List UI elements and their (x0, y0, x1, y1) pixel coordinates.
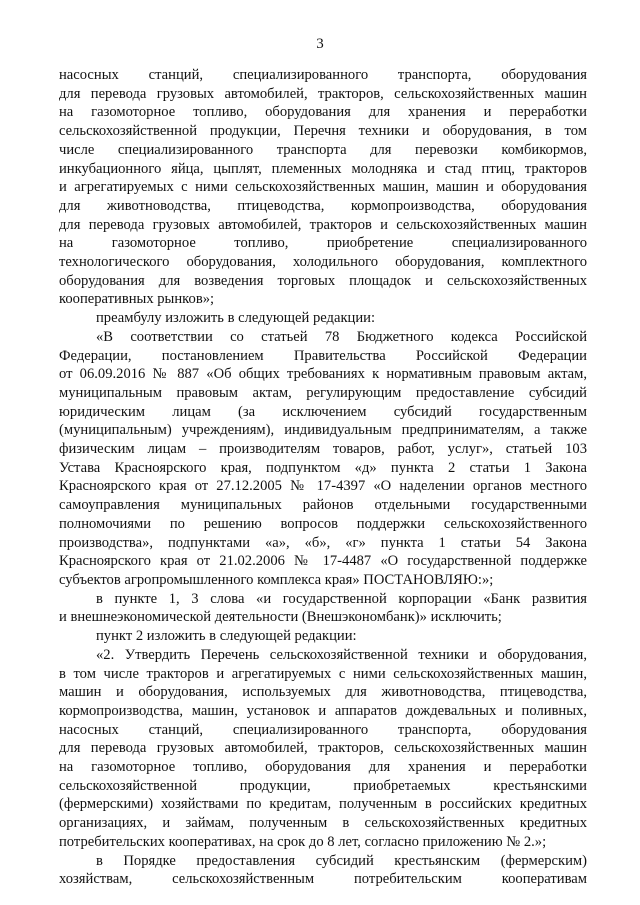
text-line: производства», подпунктами «а», «б», «г» пункта 1 статьи 54 Закона (59, 534, 587, 551)
text-line: в пункте 1, 3 слова «и государственной корпорации «Банк развития (96, 590, 587, 607)
text-line: насосных станций, специализированного транспорта, оборудования (59, 67, 587, 83)
text-line: физическим лицам – производителям товаров, работ, услуг», статьей 103 (59, 441, 587, 458)
text-line: (муниципальным) учреждениям), индивидуальным предпринимателям, а также (59, 422, 587, 439)
page-number: 3 (316, 36, 324, 52)
text-line: оборудования для возведения торговых площадок и сельскохозяйственных (59, 272, 587, 289)
text-line: кооперативных рынков»; (59, 291, 215, 308)
text-line: для перевода грузовых автомобилей, тракторов, сельскохозяйственных машин (59, 740, 587, 757)
text-line: «2. Утвердить Перечень сельскохозяйственной техники и оборудования, (96, 646, 587, 663)
text-line: хозяйствам, сельскохозяйственным потребительским кооперативам (59, 871, 587, 888)
text-line: в том числе тракторов и агрегатируемых с ними сельскохозяйственных машин, (59, 665, 587, 682)
text-line: кормопроизводства, машин, установок и аппаратов дождевальных и поливных, (59, 702, 587, 719)
text-line: в Порядке предоставления субсидий крестьянским (фермерским) (96, 852, 587, 869)
text-line: «В соответствии со статьей 78 Бюджетного кодекса Российской (96, 328, 587, 345)
text-line: Красноярского края от 27.12.2005 № 17-4397 «О наделении органов местного (59, 478, 587, 495)
text-line: преамбулу изложить в следующей редакции: (96, 310, 376, 327)
text-line: на газомоторное топливо, оборудования для хранения и переработки (59, 759, 587, 776)
text-line: юридическим лицам (за исключением субсидий государственным (59, 403, 587, 420)
text-line: Красноярского края от 21.02.2006 № 17-4487 «О государственной поддержке (59, 553, 587, 570)
text-line: потребительских кооперативах, на срок до 8 лет, согласно приложению № 2.»; (59, 833, 547, 850)
text-line: организациях, и займам, полученным в сельскохозяйственных кредитных (59, 815, 587, 832)
text-line: насосных станций, специализированного транспорта, оборудования (59, 721, 587, 738)
text-line: для животноводства, птицеводства, кормопроизводства, оборудования (59, 197, 587, 214)
text-line: сельскохозяйственной продукции, приобретаемых крестьянскими (59, 777, 587, 794)
text-line: для перевода грузовых автомобилей, тракторов и сельскохозяйственных машин (59, 216, 587, 233)
text-line: технологического оборудования, холодильного оборудования, комплектного (59, 254, 587, 271)
text-line: и внешнеэкономической деятельности (Внешэкономбанк)» исключить; (59, 609, 502, 626)
text-line: для перевода грузовых автомобилей, тракторов, сельскохозяйственных машин (59, 85, 587, 102)
text-line: числе специализированного транспорта для перевозки комбикормов, (59, 141, 587, 158)
text-line: Устава Красноярского края, подпунктом «д» пункта 2 статьи 1 Закона (59, 459, 587, 476)
text-line: от 06.09.2016 № 887 «Об общих требованиях к нормативным правовым актам, (59, 366, 587, 383)
text-line: на газомоторное топливо, приобретение специализированного (59, 235, 587, 252)
text-line: самоуправления муниципальных районов отдельными государственными (59, 497, 587, 514)
text-line: инкубационного яйца, цыплят, племенных молодняка и стад птиц, тракторов (59, 160, 587, 177)
text-line: (фермерскими) хозяйствами по кредитам, полученным в российских кредитных (59, 796, 587, 813)
text-line: полномочиями по решению вопросов поддержки сельскохозяйственного (59, 515, 587, 532)
text-line: и агрегатируемых с ними сельскохозяйственных машин, машин и оборудования (59, 179, 587, 196)
document-body (59, 66, 587, 889)
text-line: сельскохозяйственной продукции, Перечня техники и оборудования, в том (59, 123, 587, 140)
text-line: машин и оборудования, используемых для животноводства, птицеводства, (59, 684, 587, 701)
text-line: муниципальным правовым актам, регулирующим предоставление субсидий (59, 384, 587, 401)
text-line: на газомоторное топливо, оборудования для хранения и переработки (59, 104, 587, 121)
text-line: Федерации, постановлением Правительства Российской Федерации (59, 347, 587, 364)
text-line: пункт 2 изложить в следующей редакции: (96, 628, 357, 645)
text-line: субъектов агропромышленного комплекса края» ПОСТАНОВЛЯЮ:»; (59, 571, 494, 588)
